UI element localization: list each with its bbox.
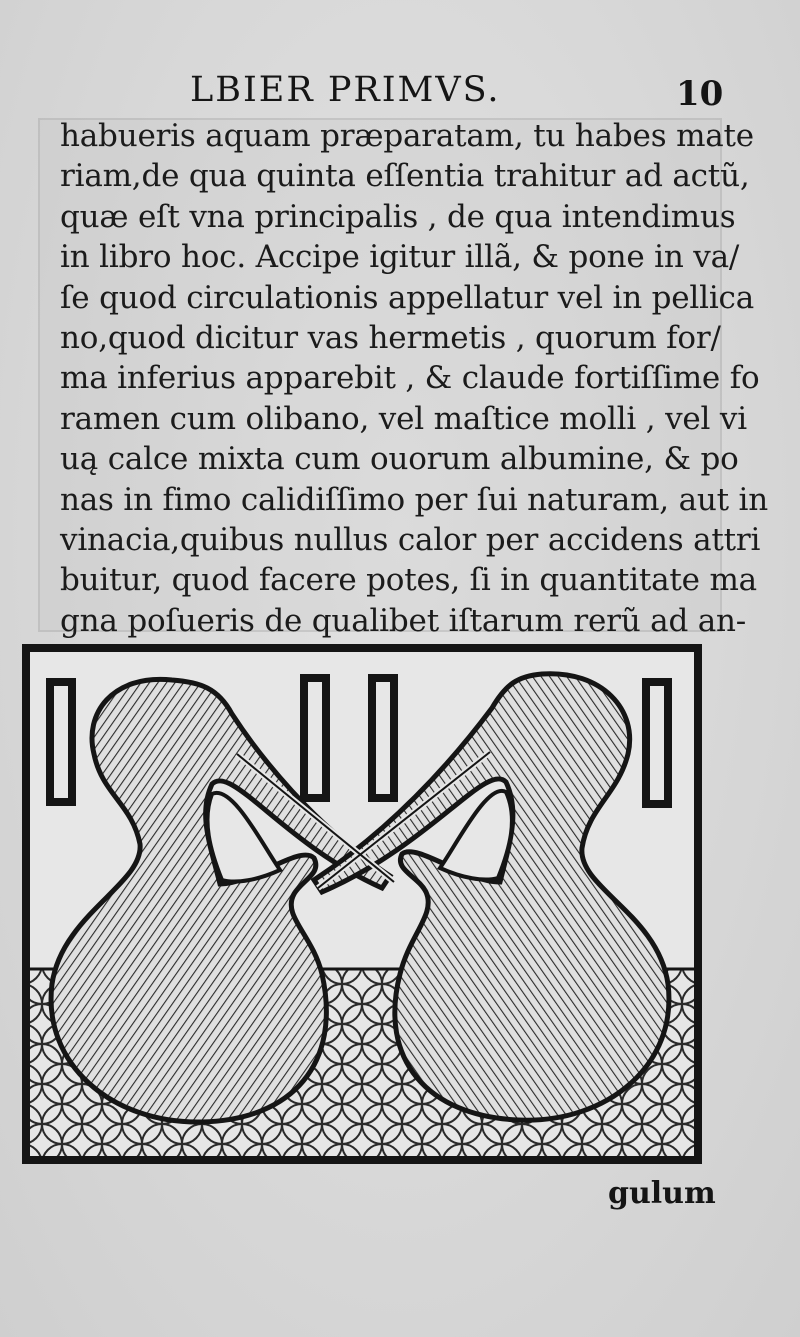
text-line: quæ eſt vna principalis , de qua intendimus: [60, 198, 736, 235]
text-line: vinacia,quibus nullus calor per accidens attri: [60, 521, 761, 558]
woodcut-illustration: [22, 644, 702, 1164]
text-line: ramen cum olibano, vel maſtice molli , vel vi: [60, 400, 747, 437]
text-line: ſe quod circulationis appellatur vel in pellica: [60, 279, 755, 316]
text-line: ma inferius apparebit , & claude fortiſſime fo: [60, 360, 760, 397]
folio-number: 10: [676, 74, 724, 114]
text-line: habueris aquam præparatam, tu habes mate: [60, 118, 754, 154]
text-line: buitur, quod facere potes, ſi in quantitate ma: [60, 562, 757, 599]
text-line: uą calce mixta cum ouorum albumine, & po: [60, 441, 739, 478]
text-line: in libro hoc. Accipe igitur illã, & pone in va/: [60, 239, 740, 276]
text-line: nas in fimo calidiſſimo per ſui naturam, aut in: [60, 481, 769, 518]
running-head: LBIER PRIMVS.: [190, 70, 501, 110]
body-text: [60, 116, 769, 641]
catchword: gulum: [608, 1176, 716, 1211]
text-line: no,quod dicitur vas hermetis , quorum for/: [60, 319, 721, 356]
text-line: gna poſueris de qualibet iſtarum rerũ ad an-: [60, 602, 747, 639]
text-line: riam,de qua quinta eſſentia trahitur ad actũ,: [60, 158, 750, 195]
